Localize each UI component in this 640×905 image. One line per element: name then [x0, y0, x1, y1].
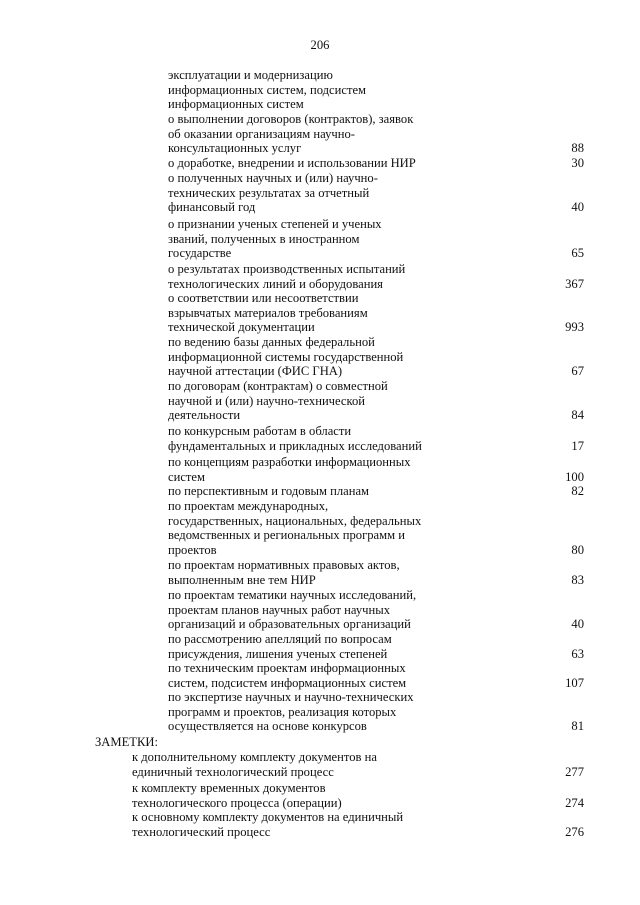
- entry-line: о выполнении договоров (контрактов), заявок: [168, 112, 414, 126]
- entry-line: по проектам международных,: [168, 499, 329, 513]
- entry-line: по концепциям разработки информационных: [168, 455, 411, 469]
- entry-page-number: 63: [571, 646, 584, 661]
- entry-line: организаций и образовательных организаций: [168, 617, 411, 632]
- entry-line: государстве: [168, 246, 232, 261]
- entry-line: фундаментальных и прикладных исследований: [168, 438, 422, 453]
- entry-line: информационных систем, подсистем: [168, 82, 367, 97]
- entry-line: о соответствии или несоответствии: [168, 291, 359, 305]
- entry-page-number: 65: [571, 246, 584, 261]
- entry-page-number: 88: [571, 141, 584, 156]
- entry-line: о доработке, внедрении и использовании НИР: [168, 156, 416, 170]
- entry-line: проектов: [168, 542, 217, 557]
- entry-line: систем, подсистем информационных систем: [168, 675, 407, 690]
- index-entry: [168, 379, 588, 423]
- entry-page-number: 274: [565, 795, 584, 810]
- entry-line: к комплекту временных документов: [132, 781, 326, 795]
- entry-page-number: 276: [565, 824, 584, 839]
- entry-page-number: 993: [565, 320, 584, 335]
- entry-line: о результатах производственных испытаний: [168, 262, 406, 276]
- index-entry: [168, 588, 588, 632]
- entry-line: информационной системы государственной: [168, 349, 404, 364]
- entry-line: к дополнительному комплекту документов на: [132, 750, 377, 764]
- entry-page-number: 84: [571, 408, 584, 423]
- entry-line: технических результатах за отчетный: [168, 185, 370, 200]
- entry-line: программ и проектов, реализация которых: [168, 704, 397, 719]
- index-entry: [168, 632, 588, 661]
- entry-page-number: 40: [571, 200, 584, 215]
- entry-line: присуждения, лишения ученых степеней: [168, 646, 388, 661]
- notes-entry: [132, 750, 588, 779]
- entry-page-number: 67: [571, 364, 584, 379]
- index-entry: [168, 171, 588, 215]
- entry-line: технологического процесса (операции): [132, 795, 342, 810]
- entry-line: о полученных научных и (или) научно-: [168, 171, 378, 185]
- entry-line: консультационных услуг: [168, 141, 302, 156]
- entry-line: по проектам тематики научных исследований,: [168, 588, 417, 602]
- index-entry: [168, 484, 588, 499]
- entry-line: по техническим проектам информационных: [168, 661, 406, 675]
- notes-heading: ЗАМЕТКИ:: [95, 735, 158, 749]
- entry-line: систем: [168, 469, 205, 484]
- entry-line: деятельности: [168, 408, 241, 423]
- entry-page-number: 81: [571, 719, 584, 734]
- entry-line: единичный технологический процесс: [132, 764, 334, 779]
- index-entry: [168, 68, 588, 112]
- entry-page-number: 40: [571, 617, 584, 632]
- entry-line: взрывчатых материалов требованиям: [168, 305, 368, 320]
- entry-page-number: 107: [565, 675, 584, 690]
- entry-line: по проектам нормативных правовых актов,: [168, 558, 400, 572]
- entry-page-number: 83: [571, 572, 584, 587]
- entry-line: государственных, национальных, федеральных: [168, 513, 422, 528]
- index-entry: [168, 335, 588, 379]
- entry-line: ведомственных и региональных программ и: [168, 528, 405, 543]
- index-entry: [168, 455, 588, 484]
- entry-line: званий, полученных в иностранном: [168, 231, 360, 246]
- index-entry: [168, 499, 588, 557]
- entry-line: по рассмотрению апелляций по вопросам: [168, 632, 392, 646]
- index-entry: [168, 291, 588, 335]
- entry-line: по ведению базы данных федеральной: [168, 335, 375, 349]
- entry-line: проектам планов научных работ научных: [168, 602, 391, 617]
- entry-page-number: 30: [571, 156, 584, 170]
- page-number: 206: [310, 38, 330, 52]
- entry-line: по перспективным и годовым планам: [168, 484, 370, 498]
- entry-line: технологических линий и оборудования: [168, 276, 383, 291]
- entry-line: по экспертизе научных и научно-технических: [168, 690, 414, 704]
- index-entry: [168, 112, 588, 156]
- index-entry: [168, 661, 588, 690]
- entry-page-number: 100: [565, 469, 584, 484]
- entry-line: выполненным вне тем НИР: [168, 572, 316, 587]
- index-entry: [168, 690, 588, 734]
- entry-line: о признании ученых степеней и ученых: [168, 217, 382, 231]
- entry-line: научной и (или) научно-технической: [168, 393, 366, 408]
- entry-page-number: 367: [565, 276, 584, 291]
- entry-line: к основному комплекту документов на единичный: [132, 810, 404, 824]
- entry-page-number: 17: [571, 438, 584, 453]
- entry-page-number: 80: [571, 542, 584, 557]
- notes-entry: [132, 781, 588, 810]
- entry-page-number: 82: [571, 484, 584, 498]
- notes-entry: [132, 810, 588, 839]
- entry-line: об оказании организациям научно-: [168, 126, 355, 141]
- index-entry: [168, 262, 588, 291]
- index-entry: [168, 558, 588, 587]
- entry-line: финансовый год: [168, 200, 256, 215]
- index-entry: [168, 156, 588, 171]
- entry-line: информационных систем: [168, 97, 304, 112]
- entry-page-number: 277: [565, 764, 584, 779]
- entry-line: по конкурсным работам в области: [168, 424, 352, 438]
- index-entry: [168, 424, 588, 453]
- entry-line: эксплуатации и модернизацию: [168, 68, 333, 82]
- index-entry: [168, 217, 588, 261]
- entry-line: осуществляется на основе конкурсов: [168, 719, 367, 734]
- entry-line: по договорам (контрактам) о совместной: [168, 379, 388, 393]
- entry-line: научной аттестации (ФИС ГНА): [168, 364, 343, 379]
- entry-line: технической документации: [168, 320, 315, 335]
- entry-line: технологический процесс: [132, 824, 271, 839]
